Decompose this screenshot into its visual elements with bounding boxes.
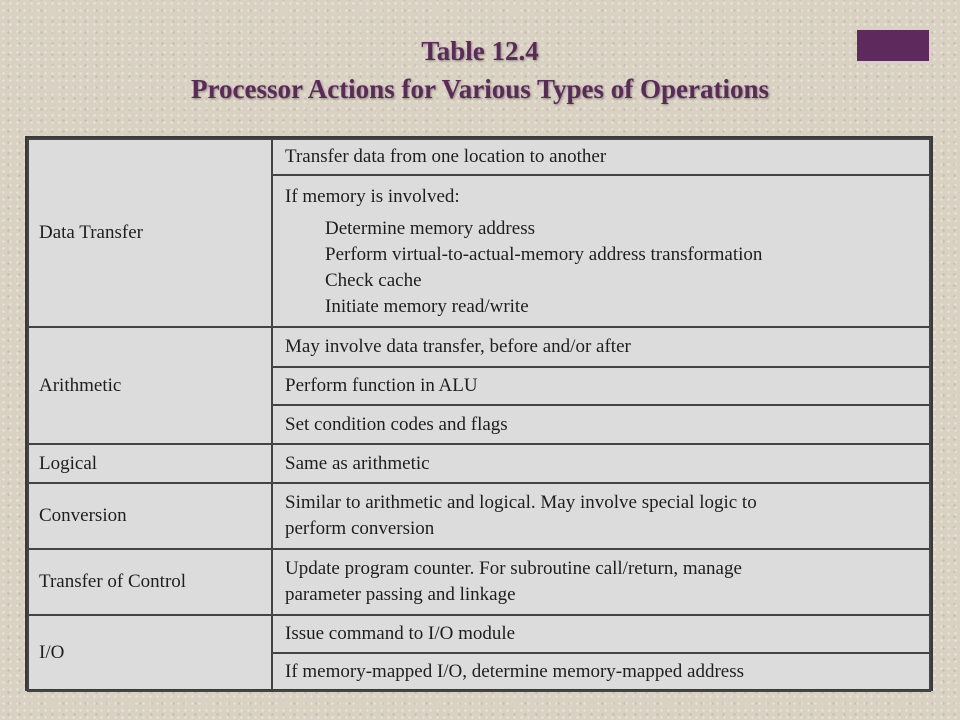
action-cell: Issue command to I/O module	[272, 615, 930, 653]
title-line-1: Table 12.4	[421, 36, 539, 66]
category-conversion: Conversion	[28, 483, 272, 549]
category-data-transfer: Data Transfer	[28, 139, 272, 327]
category-io: I/O	[28, 615, 272, 691]
action-cell: Perform function in ALU	[272, 367, 930, 405]
action-line: Similar to arithmetic and logical. May involve special logic to	[285, 492, 757, 513]
memory-step: Perform virtual-to-actual-memory address transformation	[325, 244, 763, 265]
table-row	[28, 483, 930, 549]
table-row	[28, 444, 930, 483]
memory-step: Check cache	[325, 270, 422, 291]
action-cell: If memory-mapped I/O, determine memory-mapped address	[272, 653, 930, 691]
memory-heading: If memory is involved:	[285, 186, 460, 207]
category-logical: Logical	[28, 444, 272, 483]
category-transfer-of-control: Transfer of Control	[28, 549, 272, 615]
operations-table	[25, 136, 933, 691]
table-row	[28, 615, 930, 653]
action-cell: Same as arithmetic	[272, 444, 930, 483]
action-line: perform conversion	[285, 518, 435, 539]
table-row	[28, 327, 930, 367]
action-cell	[272, 549, 930, 615]
action-cell: Transfer data from one location to another	[272, 139, 930, 175]
action-line: Update program counter. For subroutine call/return, manage	[285, 558, 742, 579]
memory-step: Determine memory address	[325, 218, 535, 239]
slide-title	[0, 32, 960, 108]
action-cell: May involve data transfer, before and/or after	[272, 327, 930, 367]
action-cell	[272, 483, 930, 549]
memory-step: Initiate memory read/write	[325, 296, 529, 317]
action-cell-memory	[272, 175, 930, 327]
table-row	[28, 549, 930, 615]
category-arithmetic: Arithmetic	[28, 327, 272, 444]
action-cell: Set condition codes and flags	[272, 405, 930, 444]
table-row	[28, 139, 930, 175]
action-line: parameter passing and linkage	[285, 584, 516, 605]
title-line-2: Processor Actions for Various Types of Operations	[190, 74, 770, 104]
